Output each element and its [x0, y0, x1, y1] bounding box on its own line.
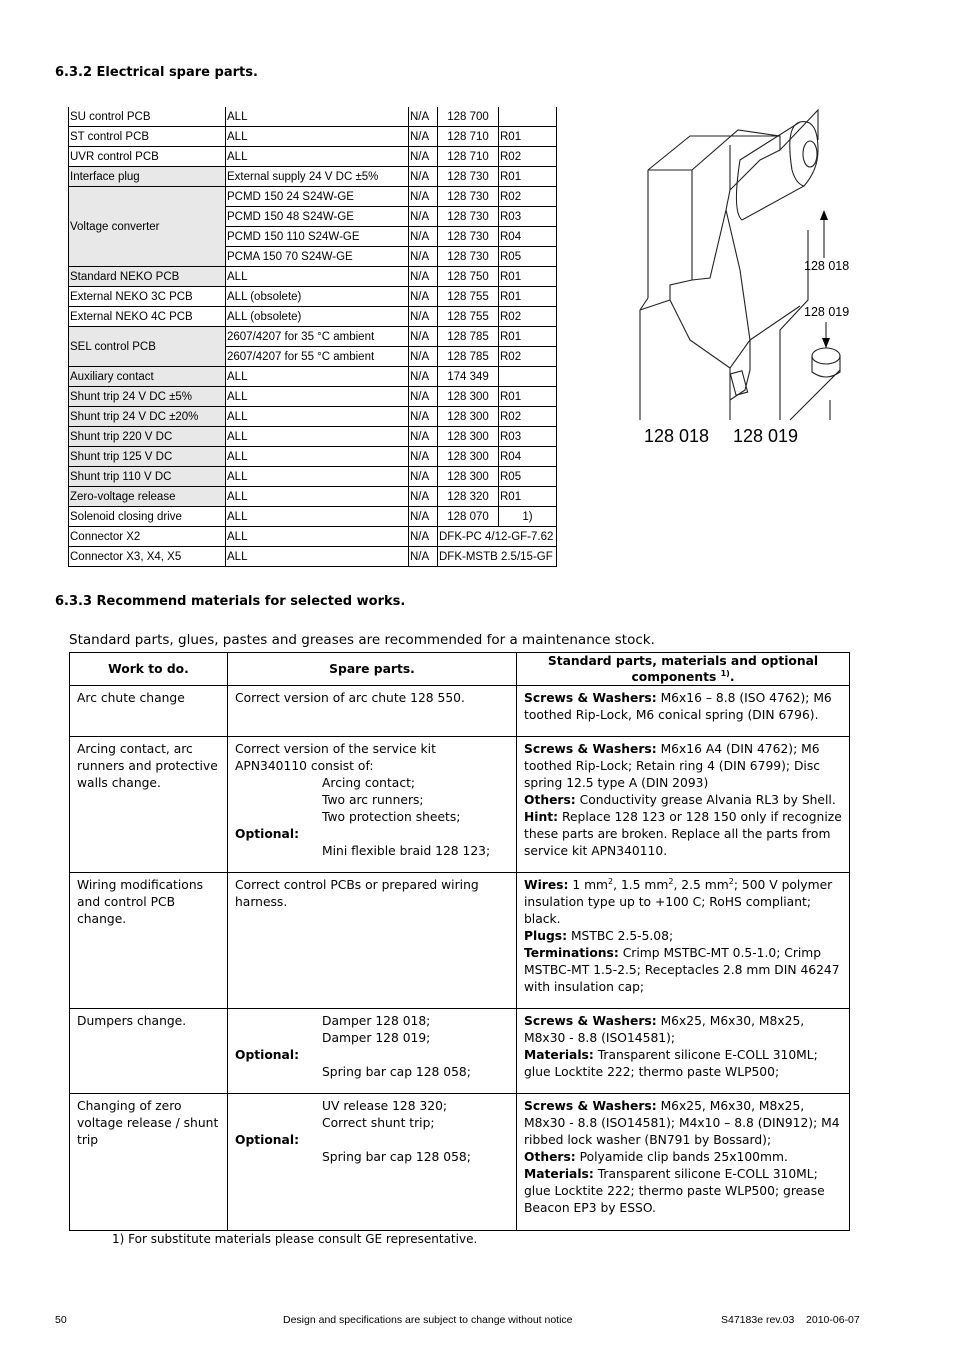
part-code: 128 300: [438, 387, 499, 407]
standard-cell: Screws & Washers: M6x25, M6x30, M8x25, M8x30 - 8.8 (ISO14581); M4x10 – 8.8 (DIN912); M4 ribbed lock washer (BN791 by Bossard); Others: Polyamide clip bands 25x100mm. Materials: Transparent silicone E-COLL 310ML; glue Locktite 222; thermo paste WLP500; grease Beacon EP3 by ESSO.: [517, 1094, 850, 1231]
work-cell: Dumpers change.: [70, 1009, 228, 1094]
part-variant: ALL (obsolete): [226, 307, 409, 327]
part-name: External NEKO 3C PCB: [69, 287, 226, 307]
part-na: N/A: [409, 207, 438, 227]
part-na: N/A: [409, 427, 438, 447]
part-revision: [499, 367, 557, 387]
label-128-019: 128 019: [804, 305, 850, 319]
table-row: [69, 367, 557, 387]
standard-cell: Screws & Washers: M6x16 A4 (DIN 4762); M6 toothed Rip-Lock; Retain ring 4 (DIN 6799); Disc spring 12.5 type A (DIN 2093) Others: Conductivity grease Alvania RL3 by Shell. Hint: Replace 128 123 or 128 150 only if recognize these parts are broken. Replace all the parts from service kit APN340110.: [517, 737, 850, 873]
small-cylinder-top: [812, 348, 840, 364]
section-heading-spare-parts: 6.3.2 Electrical spare parts.: [55, 65, 258, 80]
spare-parts-table: [68, 107, 557, 567]
part-variant: ALL: [226, 367, 409, 387]
part-code: 128 320: [438, 487, 499, 507]
part-revision: R02: [499, 307, 557, 327]
table-row: [69, 527, 557, 547]
part-code: 128 730: [438, 247, 499, 267]
part-na: N/A: [409, 227, 438, 247]
part-na: N/A: [409, 467, 438, 487]
part-revision: 1): [499, 507, 557, 527]
standard-cell: Screws & Washers: M6x16 – 8.8 (ISO 4762); M6 toothed Rip-Lock, M6 conical spring (DIN 6796).: [517, 686, 850, 737]
part-na: N/A: [409, 487, 438, 507]
part-revision: R01: [499, 167, 557, 187]
part-na: N/A: [409, 287, 438, 307]
part-na: N/A: [409, 107, 438, 127]
part-name: Shunt trip 110 V DC: [69, 467, 226, 487]
header-standard: Standard parts, materials and optional components $^{1)}$.: [517, 653, 850, 686]
part-revision: R01: [499, 387, 557, 407]
part-variant: 2607/4207 for 55 °C ambient: [226, 347, 409, 367]
part-variant: ALL: [226, 427, 409, 447]
part-name: SEL control PCB: [69, 327, 226, 367]
part-name: Connector X2: [69, 527, 226, 547]
table-row: [69, 387, 557, 407]
table-row: [69, 167, 557, 187]
part-name: Connector X3, X4, X5: [69, 547, 226, 567]
table-row: [69, 547, 557, 567]
spare-cell: Damper 128 018; Damper 128 019; Optional: Spring bar cap 128 058;: [228, 1009, 517, 1094]
part-revision: R01: [499, 287, 557, 307]
part-na: N/A: [409, 307, 438, 327]
work-cell: Arcing contact, arc runners and protective walls change.: [70, 737, 228, 873]
part-revision: [499, 107, 557, 127]
header-work: Work to do.: [70, 653, 228, 686]
spare-cell: Correct version of arc chute 128 550.: [228, 686, 517, 737]
intro-text: Standard parts, glues, pastes and greases are recommended for a maintenance stock.: [69, 632, 655, 648]
part-variant: ALL: [226, 127, 409, 147]
part-code: 128 785: [438, 327, 499, 347]
part-code: 128 300: [438, 467, 499, 487]
part-revision: R02: [499, 347, 557, 367]
part-code: 128 750: [438, 267, 499, 287]
page-number: 50: [55, 1314, 67, 1326]
part-name: Zero-voltage release: [69, 487, 226, 507]
part-name: Standard NEKO PCB: [69, 267, 226, 287]
part-name: Auxiliary contact: [69, 367, 226, 387]
part-na: N/A: [409, 367, 438, 387]
part-na: N/A: [409, 147, 438, 167]
part-code: 128 785: [438, 347, 499, 367]
section-heading-materials: 6.3.3 Recommend materials for selected works.: [55, 594, 406, 609]
part-code: 128 070: [438, 507, 499, 527]
footnote: 1) For substitute materials please consult GE representative.: [112, 1232, 478, 1246]
part-name: Voltage converter: [69, 187, 226, 267]
standard-cell: Screws & Washers: M6x25, M6x30, M8x25, M8x30 - 8.8 (ISO14581); Materials: Transparent silicone E-COLL 310ML; glue Locktite 222; thermo paste WLP500;: [517, 1009, 850, 1094]
part-name: UVR control PCB: [69, 147, 226, 167]
spare-cell: UV release 128 320; Correct shunt trip; Optional: Spring bar cap 128 058;: [228, 1094, 517, 1231]
caption-128-019: 128 019: [733, 426, 799, 446]
part-na: N/A: [409, 127, 438, 147]
part-name: Shunt trip 24 V DC ±5%: [69, 387, 226, 407]
part-name: External NEKO 4C PCB: [69, 307, 226, 327]
part-variant: ALL: [226, 487, 409, 507]
table-row: [70, 1009, 850, 1094]
block-outline: [640, 110, 818, 420]
part-revision: R02: [499, 147, 557, 167]
part-code: 174 349: [438, 367, 499, 387]
label-128-018: 128 018: [804, 259, 850, 273]
part-na: N/A: [409, 167, 438, 187]
part-variant: ALL: [226, 407, 409, 427]
work-cell: Wiring modifications and control PCB change.: [70, 873, 228, 1009]
standard-cell: Wires: 1 $mm^2$, 1.5 $mm^2$, 2.5 $mm^2$; 500 V polymer insulation type up to +100 C; RoHS compliant; black. Plugs: MSTBC 2.5-5.08; Terminations: Crimp MSTBC-MT 0.5-1.0; Crimp MSTBC-MT 1.5-2.5; Receptacles 2.8 mm DIN 46247 with insulation cap;: [517, 873, 850, 1009]
part-code: 128 300: [438, 427, 499, 447]
materials-table: [69, 652, 850, 1231]
part-variant: PCMD 150 24 S24W-GE: [226, 187, 409, 207]
table-row: [69, 307, 557, 327]
table-row: [69, 507, 557, 527]
part-variant: ALL: [226, 547, 409, 567]
part-name: Shunt trip 24 V DC ±20%: [69, 407, 226, 427]
part-variant: ALL: [226, 467, 409, 487]
table-row: [69, 487, 557, 507]
part-code: DFK-PC 4/12-GF-7.62: [438, 527, 557, 547]
part-revision: R01: [499, 327, 557, 347]
part-code: 128 755: [438, 307, 499, 327]
part-code: 128 710: [438, 147, 499, 167]
table-header-row: [70, 653, 850, 686]
arrow-018: [820, 210, 828, 220]
work-cell: Changing of zero voltage release / shunt trip: [70, 1094, 228, 1231]
part-variant: ALL (obsolete): [226, 287, 409, 307]
part-na: N/A: [409, 507, 438, 527]
part-variant: External supply 24 V DC ±5%: [226, 167, 409, 187]
part-na: N/A: [409, 387, 438, 407]
part-name: Shunt trip 125 V DC: [69, 447, 226, 467]
slot: [730, 371, 747, 395]
part-na: N/A: [409, 407, 438, 427]
damper-drawing: [630, 100, 860, 450]
part-variant: ALL: [226, 507, 409, 527]
part-code: 128 730: [438, 207, 499, 227]
part-na: N/A: [409, 347, 438, 367]
part-code: 128 300: [438, 447, 499, 467]
table-row: [69, 147, 557, 167]
table-row: [69, 447, 557, 467]
part-variant: ALL: [226, 387, 409, 407]
footer-notice: Design and specifications are subject to change without notice: [283, 1314, 573, 1326]
part-na: N/A: [409, 447, 438, 467]
part-revision: R01: [499, 267, 557, 287]
part-code: 128 300: [438, 407, 499, 427]
part-code: DFK-MSTB 2.5/15-GF: [438, 547, 557, 567]
work-cell: Arc chute change: [70, 686, 228, 737]
part-name: Solenoid closing drive: [69, 507, 226, 527]
spare-cell: Correct version of the service kit APN340110 consist of: Arcing contact; Two arc runners; Two protection sheets; Optional: Mini flexible braid 128 123;: [228, 737, 517, 873]
part-variant: ALL: [226, 527, 409, 547]
arrow-019: [822, 338, 830, 348]
part-na: N/A: [409, 267, 438, 287]
part-code: 128 710: [438, 127, 499, 147]
table-row: [70, 873, 850, 1009]
part-na: N/A: [409, 327, 438, 347]
header-spare: Spare parts.: [228, 653, 517, 686]
part-revision: R05: [499, 467, 557, 487]
part-revision: R04: [499, 227, 557, 247]
table-row: [69, 467, 557, 487]
part-code: 128 755: [438, 287, 499, 307]
table-row: [70, 1094, 850, 1231]
part-name: Interface plug: [69, 167, 226, 187]
part-revision: R02: [499, 407, 557, 427]
table-row: [69, 287, 557, 307]
part-revision: R05: [499, 247, 557, 267]
part-name: ST control PCB: [69, 127, 226, 147]
table-row: [69, 407, 557, 427]
part-na: N/A: [409, 247, 438, 267]
part-name: Shunt trip 220 V DC: [69, 427, 226, 447]
part-variant: ALL: [226, 147, 409, 167]
table-row: [69, 127, 557, 147]
part-code: 128 730: [438, 187, 499, 207]
part-variant: ALL: [226, 267, 409, 287]
part-variant: PCMA 150 70 S24W-GE: [226, 247, 409, 267]
part-revision: R04: [499, 447, 557, 467]
part-name: SU control PCB: [69, 107, 226, 127]
footer-doc-ref: S47183e rev.03 2010-06-07: [721, 1314, 860, 1326]
part-revision: R01: [499, 127, 557, 147]
part-na: N/A: [409, 547, 438, 567]
cylinder-bore: [803, 141, 817, 167]
part-na: N/A: [409, 527, 438, 547]
part-revision: R01: [499, 487, 557, 507]
table-row: [69, 427, 557, 447]
table-row: [69, 187, 557, 207]
table-row: [70, 737, 850, 873]
spare-cell: Correct control PCBs or prepared wiring harness.: [228, 873, 517, 1009]
part-variant: ALL: [226, 107, 409, 127]
part-revision: R03: [499, 427, 557, 447]
part-variant: PCMD 150 48 S24W-GE: [226, 207, 409, 227]
table-row: [69, 107, 557, 127]
part-revision: R03: [499, 207, 557, 227]
part-variant: PCMD 150 110 S24W-GE: [226, 227, 409, 247]
part-revision: R02: [499, 187, 557, 207]
part-variant: 2607/4207 for 35 °C ambient: [226, 327, 409, 347]
caption-128-018: 128 018: [644, 426, 710, 446]
part-code: 128 730: [438, 227, 499, 247]
part-variant: ALL: [226, 447, 409, 467]
part-code: 128 730: [438, 167, 499, 187]
table-row: [69, 267, 557, 287]
table-row: [70, 686, 850, 737]
part-na: N/A: [409, 187, 438, 207]
table-row: [69, 327, 557, 347]
part-code: 128 700: [438, 107, 499, 127]
